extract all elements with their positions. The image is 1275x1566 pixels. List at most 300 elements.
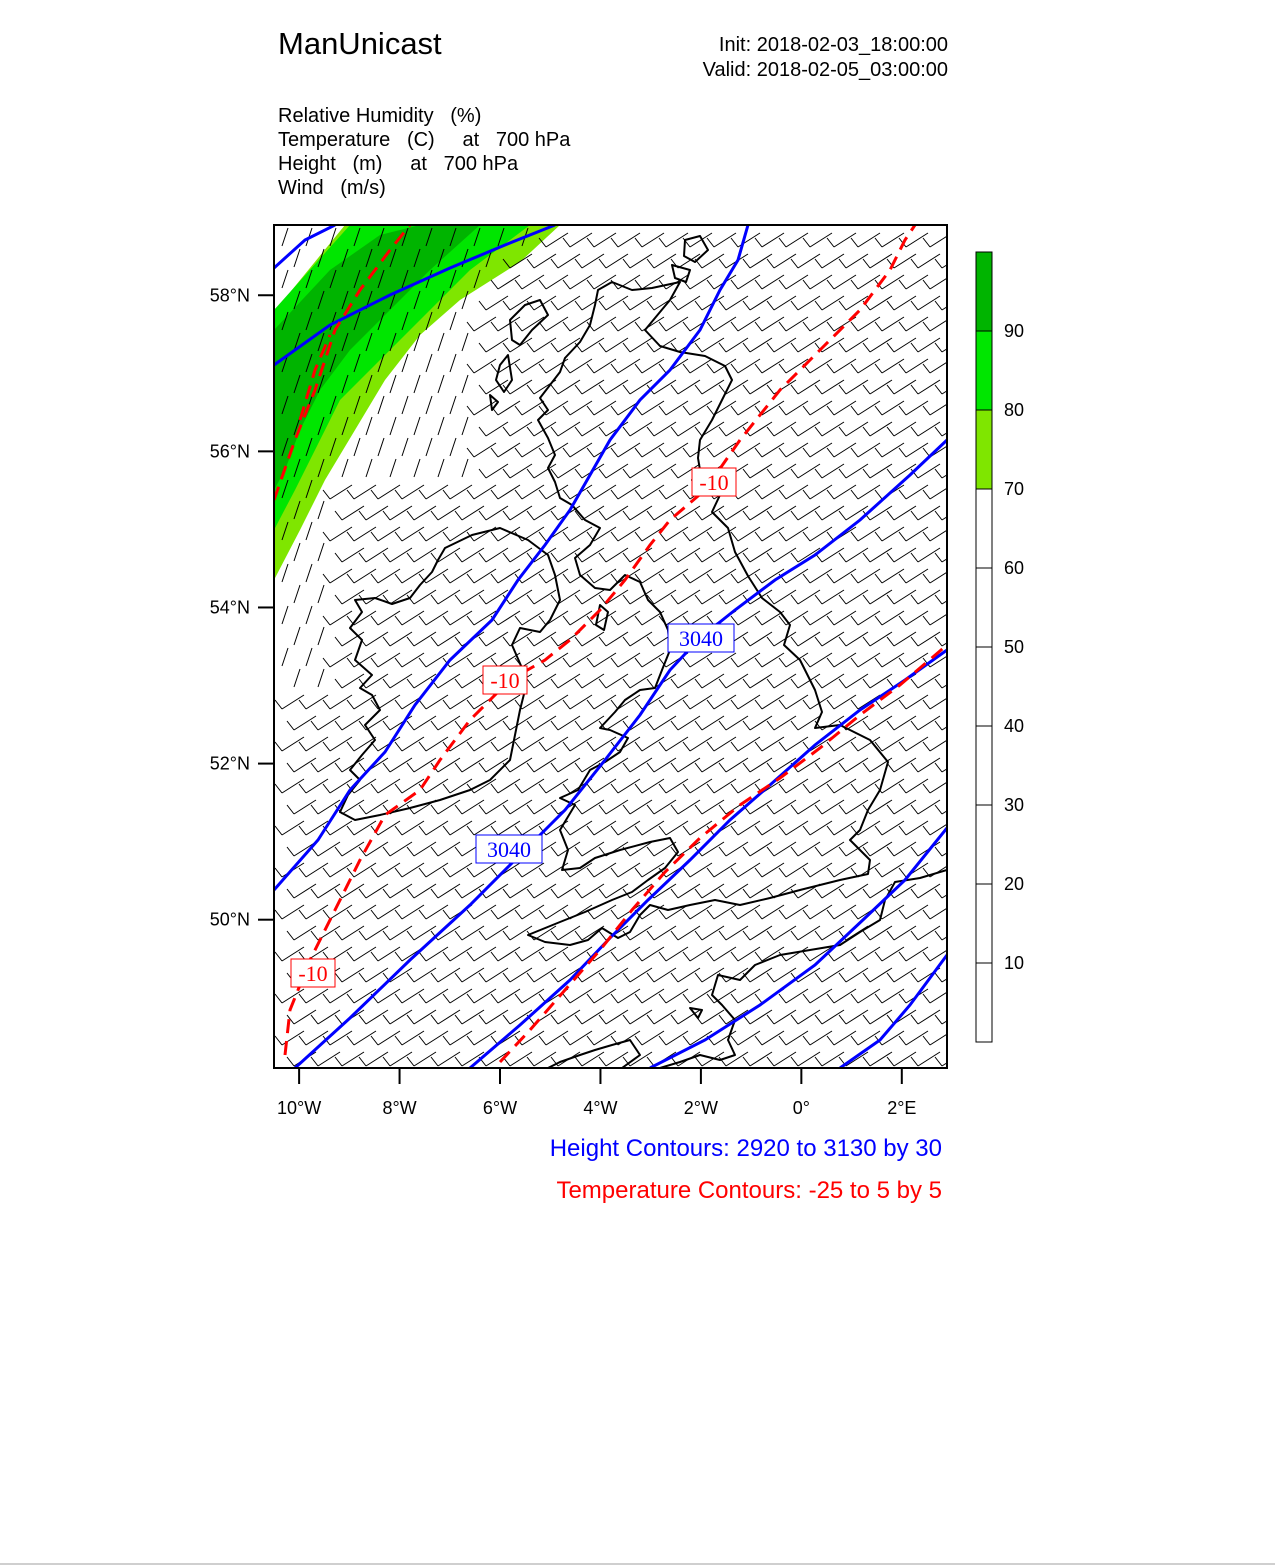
wind-barb: [299, 779, 328, 793]
wind-barb: [767, 338, 796, 352]
wind-barb: [611, 863, 640, 877]
wind-barb: [911, 716, 940, 730]
wind-barb: [599, 968, 628, 982]
wind-barb: [347, 485, 376, 499]
wind-barb: [515, 779, 544, 793]
wind-barb: [275, 905, 304, 919]
wind-barb: [863, 968, 892, 982]
wind-barb: [563, 653, 592, 667]
wind-barb: [371, 611, 400, 625]
wind-barb: [635, 1031, 664, 1045]
coastline-isle-of-man: [596, 605, 608, 630]
wind-barb: [755, 905, 784, 919]
wind-barb: [503, 884, 532, 898]
wind-barb: [467, 359, 496, 373]
wind-barb: [527, 632, 556, 646]
wind-barb: [275, 695, 304, 709]
wind-barb: [851, 359, 880, 373]
wind-barb: [743, 800, 772, 814]
wind-barb: [695, 380, 724, 394]
wind-barb: [455, 548, 484, 562]
wind-barb: [743, 254, 772, 268]
wind-barb: [311, 884, 340, 898]
wind-barb: [275, 821, 304, 835]
wind-barb: [707, 359, 736, 373]
wind-barb: [815, 296, 844, 310]
wind-barb: [311, 716, 340, 730]
wind-barb: [551, 758, 580, 772]
wind-barb: [755, 317, 784, 331]
wind-barb: [755, 821, 784, 835]
wind-barb: [683, 317, 712, 331]
wind-barb: [767, 968, 796, 982]
wind-barb: [462, 375, 468, 393]
wind-barb: [479, 800, 508, 814]
wind-barb: [515, 527, 544, 541]
wind-barb: [467, 779, 496, 793]
wind-barb: [407, 548, 436, 562]
wind-barb: [779, 863, 808, 877]
wind-barb: [623, 254, 652, 268]
wind-barb: [479, 548, 508, 562]
wind-barb: [527, 590, 556, 604]
wind-barb: [527, 506, 556, 520]
colorbar-label: 10: [1004, 953, 1025, 973]
wind-barb: [491, 359, 520, 373]
wind-barb: [575, 422, 604, 436]
wind-barb: [671, 422, 700, 436]
wind-barb: [671, 968, 700, 982]
wind-barb: [743, 842, 772, 856]
wind-barb: [371, 527, 400, 541]
colorbar-box: [976, 331, 992, 410]
wind-barb: [599, 632, 628, 646]
colorbar-box: [976, 884, 992, 963]
wind-barb: [587, 695, 616, 709]
wind-barb: [371, 1031, 400, 1045]
wind-barb: [707, 1031, 736, 1045]
wind-barb: [450, 438, 456, 456]
wind-barb: [479, 464, 508, 478]
wind-barb: [935, 296, 964, 310]
wind-barb: [323, 611, 352, 625]
wind-barb: [527, 884, 556, 898]
wind-barb: [563, 989, 592, 1003]
wind-barb: [683, 905, 712, 919]
wind-barb: [767, 1052, 796, 1066]
wind-barb: [743, 338, 772, 352]
wind-barb: [803, 989, 832, 1003]
wind-barb: [839, 884, 868, 898]
field-wind: Wind (m/s): [278, 177, 386, 199]
wind-barb: [803, 317, 832, 331]
wind-barb: [539, 779, 568, 793]
lon-label: 8°W: [382, 1098, 417, 1118]
wind-barb: [395, 611, 424, 625]
wind-barb: [575, 800, 604, 814]
wind-barb: [779, 989, 808, 1003]
wind-barb: [767, 632, 796, 646]
wind-barb: [323, 569, 352, 583]
wind-barb: [659, 1031, 688, 1045]
wind-barb: [294, 249, 300, 267]
wind-barb: [318, 669, 324, 687]
wind-barb: [515, 821, 544, 835]
wind-barb: [803, 401, 832, 415]
wind-barb: [731, 653, 760, 667]
wind-barb: [503, 758, 532, 772]
wind-barb: [875, 653, 904, 667]
colorbar-label: 90: [1004, 321, 1025, 341]
wind-barb: [347, 863, 376, 877]
wind-barb: [491, 443, 520, 457]
wind-barb: [335, 716, 364, 730]
wind-barb: [839, 758, 868, 772]
wind-barb: [779, 317, 808, 331]
wind-barb: [287, 884, 316, 898]
wind-barb: [803, 233, 832, 247]
wind-barb: [887, 464, 916, 478]
wind-barb: [390, 417, 396, 435]
wind-barb: [371, 947, 400, 961]
wind-barb: [294, 543, 300, 561]
wind-barb: [539, 905, 568, 919]
wind-barb: [467, 569, 496, 583]
coastline-france: [548, 870, 947, 1068]
wind-barb: [647, 464, 676, 478]
wind-barb: [659, 443, 688, 457]
wind-barb: [335, 968, 364, 982]
wind-barb: [863, 842, 892, 856]
wind-barb: [863, 254, 892, 268]
wind-barb: [419, 989, 448, 1003]
wind-barb: [390, 459, 396, 477]
model-title: ManUnicast: [278, 26, 442, 61]
wind-barb: [431, 506, 460, 520]
wind-barb: [335, 842, 364, 856]
wind-barb: [911, 674, 940, 688]
wind-barb: [719, 296, 748, 310]
wind-barb: [527, 1010, 556, 1024]
wind-barb: [599, 1052, 628, 1066]
wind-barb: [623, 338, 652, 352]
colorbar-label: 70: [1004, 479, 1025, 499]
wind-barb: [743, 506, 772, 520]
wind-barb: [527, 758, 556, 772]
wind-barb: [815, 800, 844, 814]
wind-barb: [407, 716, 436, 730]
wind-barb: [683, 947, 712, 961]
wind-barb: [491, 401, 520, 415]
wind-barb: [419, 737, 448, 751]
wind-barb: [407, 506, 436, 520]
wind-barb: [815, 380, 844, 394]
wind-barb: [911, 884, 940, 898]
wind-barb: [635, 527, 664, 541]
wind-barb: [527, 1052, 556, 1066]
wind-barb: [935, 674, 964, 688]
wind-barb: [767, 926, 796, 940]
wind-barb: [383, 1010, 412, 1024]
wind-barb: [851, 275, 880, 289]
wind-barb: [719, 422, 748, 436]
wind-barb: [863, 422, 892, 436]
wind-barb: [467, 863, 496, 877]
colorbar-box: [976, 252, 992, 331]
wind-barb: [827, 779, 856, 793]
wind-barb: [479, 926, 508, 940]
wind-barb: [599, 674, 628, 688]
wind-barb: [318, 585, 324, 603]
wind-barb: [851, 527, 880, 541]
wind-barb: [779, 275, 808, 289]
wind-barb: [431, 1010, 460, 1024]
wind-barb: [791, 800, 820, 814]
wind-barb: [875, 443, 904, 457]
wind-barb: [359, 548, 388, 562]
wind-barb: [707, 233, 736, 247]
wind-barb: [455, 506, 484, 520]
wind-barb: [455, 800, 484, 814]
wind-barb: [755, 527, 784, 541]
wind-barb: [587, 1031, 616, 1045]
wind-barb: [275, 989, 304, 1003]
wind-barb: [911, 548, 940, 562]
wind-barb: [383, 758, 412, 772]
wind-barb: [635, 443, 664, 457]
wind-barb: [803, 443, 832, 457]
wind-barb: [335, 590, 364, 604]
wind-barb: [647, 506, 676, 520]
wind-barb: [935, 506, 964, 520]
lon-label: 4°W: [583, 1098, 618, 1118]
wind-barb: [887, 632, 916, 646]
wind-barb: [275, 863, 304, 877]
wind-barb: [635, 485, 664, 499]
wind-barb: [503, 926, 532, 940]
wind-barb: [827, 233, 856, 247]
wind-barb: [875, 611, 904, 625]
wind-barb: [551, 1010, 580, 1024]
colorbar-box: [976, 805, 992, 884]
wind-barb: [443, 1031, 472, 1045]
wind-barb: [587, 569, 616, 583]
wind-barb: [875, 947, 904, 961]
wind-barb: [611, 527, 640, 541]
wind-barb: [347, 695, 376, 709]
field-height: Height (m) at 700 hPa: [278, 153, 519, 175]
wind-barb: [587, 863, 616, 877]
wind-barb: [899, 569, 928, 583]
wind-barb: [551, 422, 580, 436]
wind-barb: [683, 737, 712, 751]
wind-barb: [371, 989, 400, 1003]
wind-barb: [323, 527, 352, 541]
wind-barb: [419, 863, 448, 877]
wind-barb: [863, 464, 892, 478]
wind-barb: [935, 464, 964, 478]
wind-barb: [431, 548, 460, 562]
colorbar-label: 40: [1004, 716, 1025, 736]
colorbar-box: [976, 568, 992, 647]
wind-barb: [491, 821, 520, 835]
wind-barb: [911, 590, 940, 604]
wind-barb: [839, 380, 868, 394]
wind-barb: [491, 947, 520, 961]
wind-barb: [899, 1031, 928, 1045]
wind-barb: [911, 380, 940, 394]
wind-barb: [779, 821, 808, 835]
wind-barb: [443, 569, 472, 583]
wind-barb: [767, 842, 796, 856]
wind-barb: [563, 233, 592, 247]
wind-barb: [935, 800, 964, 814]
wind-barb: [659, 233, 688, 247]
wind-barb: [851, 443, 880, 457]
wind-barb: [587, 989, 616, 1003]
wind-barb: [419, 821, 448, 835]
wind-barb: [899, 779, 928, 793]
wind-barb: [875, 233, 904, 247]
wind-barb: [318, 543, 324, 561]
wind-barb: [563, 611, 592, 625]
wind-barb: [647, 800, 676, 814]
wind-barb: [827, 401, 856, 415]
wind-barb: [575, 590, 604, 604]
wind-barb: [383, 548, 412, 562]
wind-barb: [390, 375, 396, 393]
wind-barb: [419, 1031, 448, 1045]
wind-barb: [395, 863, 424, 877]
wind-barb: [851, 569, 880, 583]
wind-barb: [378, 396, 384, 414]
wind-barb: [887, 380, 916, 394]
wind-barb: [438, 459, 444, 477]
wind-barb: [803, 821, 832, 835]
wind-barb: [419, 695, 448, 709]
wind-barb: [299, 863, 328, 877]
wind-barb: [899, 695, 928, 709]
wind-barb: [359, 968, 388, 982]
wind-barb: [827, 905, 856, 919]
wind-barb: [359, 842, 388, 856]
wind-barb: [599, 464, 628, 478]
wind-barb: [911, 758, 940, 772]
wind-barb: [371, 905, 400, 919]
wind-barb: [731, 527, 760, 541]
wind-barb: [311, 758, 340, 772]
wind-barb: [827, 821, 856, 835]
wind-barb: [779, 695, 808, 709]
wind-barb: [647, 548, 676, 562]
wind-barb: [791, 338, 820, 352]
wind-barb: [551, 884, 580, 898]
colorbar-box: [976, 489, 992, 568]
wind-barb: [383, 674, 412, 688]
wind-barb: [347, 1031, 376, 1045]
wind-barb: [515, 443, 544, 457]
coastlines: [340, 236, 947, 1068]
colorbar-label: 50: [1004, 637, 1025, 657]
wind-barb: [563, 905, 592, 919]
wind-barb: [779, 905, 808, 919]
wind-barb: [611, 443, 640, 457]
wind-barb: [323, 695, 352, 709]
wind-barb: [491, 317, 520, 331]
wind-barb: [611, 947, 640, 961]
wind-barb: [359, 926, 388, 940]
wind-barb: [395, 905, 424, 919]
lat-label: 58°N: [209, 285, 250, 306]
wind-barb: [462, 459, 468, 477]
wind-barb: [287, 716, 316, 730]
wind-barb: [671, 1010, 700, 1024]
wind-barb: [623, 632, 652, 646]
wind-barb: [551, 380, 580, 394]
wind-barb: [294, 627, 300, 645]
wind-barb: [755, 1031, 784, 1045]
wind-barb: [407, 968, 436, 982]
wind-barb: [683, 653, 712, 667]
wind-barb: [719, 338, 748, 352]
wind-barb: [366, 459, 372, 477]
wind-barb: [335, 1052, 364, 1066]
wind-barb: [467, 443, 496, 457]
wind-barb: [587, 821, 616, 835]
wind-barb: [815, 590, 844, 604]
wind-barb: [851, 653, 880, 667]
wind-barb: [767, 254, 796, 268]
wind-barb: [503, 296, 532, 310]
wind-barb: [755, 275, 784, 289]
wind-barb: [575, 1052, 604, 1066]
wind-barb: [659, 317, 688, 331]
wind-barb: [527, 338, 556, 352]
wind-barb: [839, 254, 868, 268]
wind-barb: [359, 506, 388, 520]
wind-barb: [815, 632, 844, 646]
lon-label: 2°W: [683, 1098, 719, 1118]
wind-barb: [935, 380, 964, 394]
wind-barb: [299, 695, 328, 709]
wind-barb: [659, 485, 688, 499]
wind-barb: [443, 863, 472, 877]
colorbar-box: [976, 963, 992, 1042]
wind-barb: [359, 674, 388, 688]
wind-barb: [755, 359, 784, 373]
wind-barb: [803, 653, 832, 667]
wind-barb: [683, 527, 712, 541]
wind-barb: [647, 590, 676, 604]
wind-barb: [707, 863, 736, 877]
wind-barb: [503, 338, 532, 352]
wind-barb: [863, 716, 892, 730]
wind-barb: [707, 737, 736, 751]
wind-barb: [503, 506, 532, 520]
wind-barb: [467, 653, 496, 667]
wind-barb: [683, 695, 712, 709]
wind-barb: [827, 989, 856, 1003]
wind-barb: [275, 1031, 304, 1045]
wind-barb: [299, 989, 328, 1003]
temp-label: -10: [699, 470, 729, 495]
wind-barb: [282, 270, 288, 288]
wind-barb: [899, 527, 928, 541]
wind-barb: [779, 443, 808, 457]
wind-barb: [839, 1010, 868, 1024]
wind-barb: [791, 422, 820, 436]
wind-barb: [743, 464, 772, 478]
